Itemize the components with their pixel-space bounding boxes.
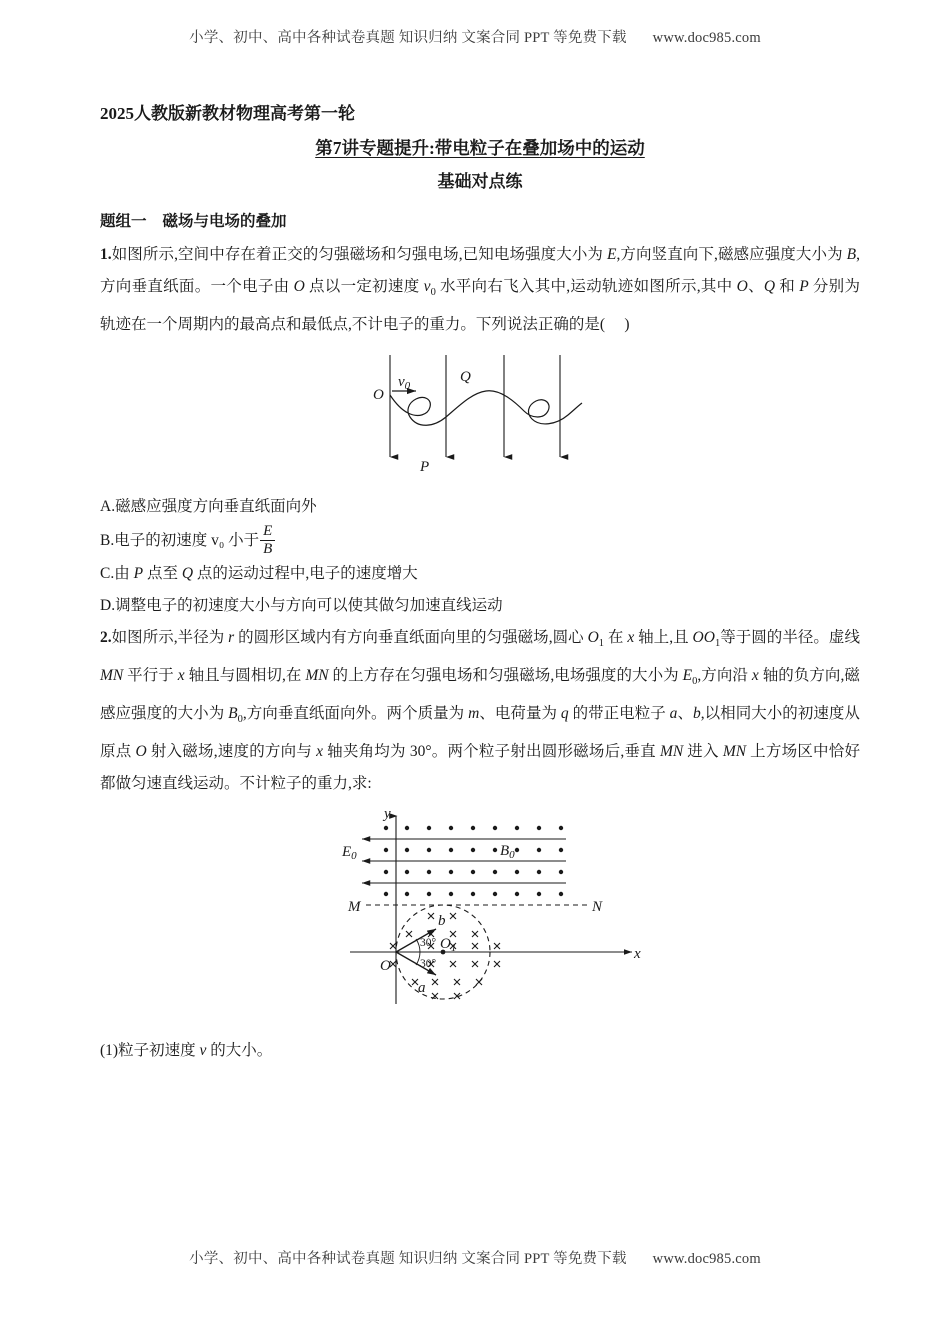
question-2-sub-1: (1)粒子初速度 v 的大小。 (100, 1041, 273, 1059)
question-1-option-c: C.由 P 点至 Q 点的运动过程中,电子的速度增大 (100, 564, 418, 582)
cycloid-trajectory-path (390, 391, 582, 425)
figure-2-label-N: N (592, 898, 603, 915)
figure-1-label-O: O (373, 387, 384, 404)
figure-2-label-x-axis: x (634, 945, 641, 962)
figure-1-container (100, 341, 860, 491)
question-1-number: 1. (100, 246, 112, 263)
question-group-label: 题组一 (100, 213, 147, 230)
fraction-numerator: E (263, 523, 273, 540)
figure-2-container (100, 800, 860, 1035)
field-line-group (390, 355, 560, 457)
question-2-number: 2. (100, 628, 112, 646)
running-footer (0, 1247, 950, 1268)
question-1-text: 1.如图所示,空间中存在着正交的匀强磁场和匀强电场,已知电场强度大小为 E,方向竖直向下,磁感应强度大小为 B,方向垂直纸面。一个电子由 O 点以一定初速度 $v_0$ 水平向右飞入其中,运动轨迹如图所示,其中 O、Q 和 P 分别为轨迹在一个周期内的最高点和最低点,不计电子的重力。下列说法正确的是( ) (100, 246, 860, 334)
figure-1-label-v0: $v_0$ (398, 374, 411, 393)
figure-2-angle-upper: 30° (420, 936, 437, 949)
figure-2-label-M: M (348, 898, 361, 915)
question-group-name: 磁场与电场的叠加 (162, 213, 287, 230)
fraction-e-over-b (260, 523, 275, 558)
running-footer-url: www.doc985.com (652, 1251, 761, 1267)
section-title: 基础对点练 (437, 172, 523, 191)
running-footer-text: 小学、初中、高中各种试卷真题 知识归纳 文案合同 PPT 等免费下载 (189, 1251, 627, 1267)
question-2-text: 2.如图所示,半径为 r 的圆形区域内有方向垂直纸面向里的匀强磁场,圆心 $O_1$ 在 x 轴上,且 $OO_1$等于圆的半径。虚线 MN 平行于 x 轴且与圆相切,在 MN 的上方存在匀强电场和匀强磁场,电场强度的大小为 $E_0$,方向沿 x 轴的负方向,磁感应强度的大小为 $B_0$,方向垂直纸面向外。两个质量为 m、电荷量为 q 的带正电粒子 a、b,以相同大小的初速度从原点 O 射入磁场,速度的方向与 x 轴夹角均为 30°。两个粒子射出圆形磁场后,垂直 MN 进入 MN 上方场区中恰好都做匀速直线运动。不计粒子的重力,求: (100, 628, 860, 792)
figure-1-cycloid-diagram (368, 349, 588, 489)
question-1-option-b-text: B.电子的初速度 v₀ 小于 (100, 531, 260, 549)
question-1-option-b (100, 523, 860, 558)
figure-2-label-O1: $O_1$ (440, 935, 457, 954)
figure-2-label-a: a (418, 979, 426, 996)
figure-2-field-region-diagram (340, 804, 650, 1032)
running-header-url: www.doc985.com (652, 30, 761, 46)
electric-field-arrows-group (362, 839, 566, 883)
document-body (100, 100, 860, 1067)
figure-1-label-Q: Q (460, 369, 471, 386)
question-group-heading (100, 207, 860, 237)
figure-2-label-B0: $B_0$ (500, 842, 515, 861)
question-1-option-d: D.调整电子的初速度大小与方向可以使其做匀加速直线运动 (100, 596, 503, 614)
page-title: 2025人教版新教材物理高考第一轮 (100, 104, 355, 123)
figure-2-label-E0: $E_0$ (342, 843, 357, 862)
question-1-option-a: A.磁感应强度方向垂直纸面向外 (100, 498, 317, 516)
running-header-text: 小学、初中、高中各种试卷真题 知识归纳 文案合同 PPT 等免费下载 (189, 30, 627, 46)
fraction-denominator: B (260, 540, 275, 558)
figure-2-angle-lower: 30° (420, 957, 437, 970)
figure-2-label-b: b (438, 912, 446, 929)
figure-1-label-P: P (420, 459, 430, 476)
figure-2-label-O: O (380, 957, 391, 974)
figure-2-label-y-axis: y (384, 805, 391, 822)
lecture-title: 第7讲专题提升:带电粒子在叠加场中的运动 (315, 138, 645, 158)
running-header (0, 26, 950, 47)
